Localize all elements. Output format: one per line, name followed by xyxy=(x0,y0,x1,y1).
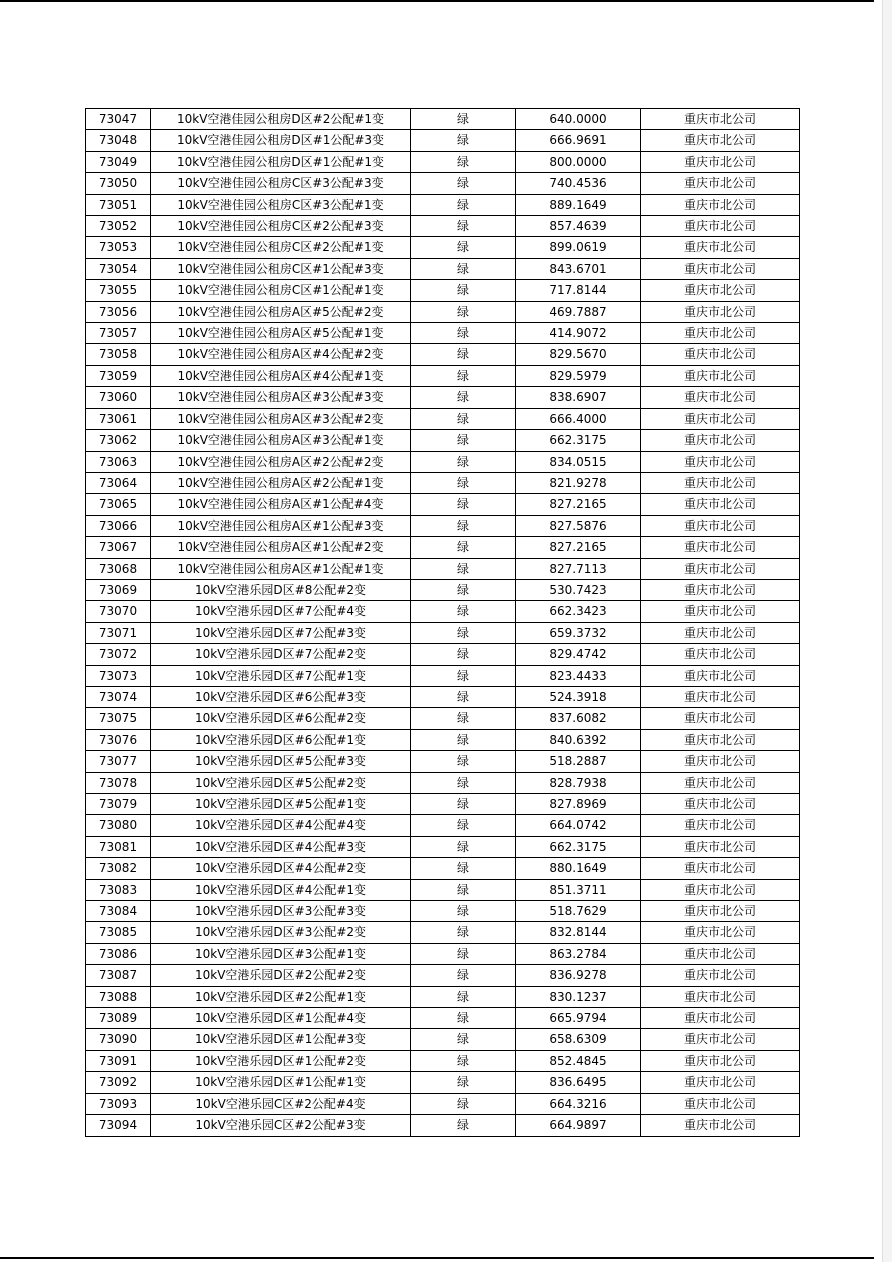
table-row xyxy=(86,1093,800,1114)
cell-name: 10kV空港佳园公租房A区#3公配#1变 xyxy=(151,430,411,451)
cell-value: 832.8144 xyxy=(516,922,641,943)
cell-company: 重庆市北公司 xyxy=(641,1029,800,1050)
cell-name: 10kV空港佳园公租房A区#1公配#1变 xyxy=(151,558,411,579)
cell-id: 73090 xyxy=(86,1029,151,1050)
cell-company: 重庆市北公司 xyxy=(641,344,800,365)
cell-company: 重庆市北公司 xyxy=(641,258,800,279)
cell-company: 重庆市北公司 xyxy=(641,665,800,686)
cell-status: 绿 xyxy=(411,772,516,793)
cell-value: 469.7887 xyxy=(516,301,641,322)
table-row xyxy=(86,237,800,258)
cell-name: 10kV空港乐园D区#1公配#2变 xyxy=(151,1050,411,1071)
cell-status: 绿 xyxy=(411,151,516,172)
table-row xyxy=(86,515,800,536)
cell-id: 73089 xyxy=(86,1008,151,1029)
cell-status: 绿 xyxy=(411,879,516,900)
cell-status: 绿 xyxy=(411,579,516,600)
table-row xyxy=(86,1008,800,1029)
table-row xyxy=(86,708,800,729)
cell-value: 666.9691 xyxy=(516,130,641,151)
cell-name: 10kV空港佳园公租房C区#1公配#3变 xyxy=(151,258,411,279)
cell-id: 73056 xyxy=(86,301,151,322)
cell-value: 829.5979 xyxy=(516,365,641,386)
cell-status: 绿 xyxy=(411,537,516,558)
cell-company: 重庆市北公司 xyxy=(641,194,800,215)
cell-company: 重庆市北公司 xyxy=(641,1008,800,1029)
cell-company: 重庆市北公司 xyxy=(641,836,800,857)
cell-value: 880.1649 xyxy=(516,858,641,879)
table-row xyxy=(86,130,800,151)
cell-status: 绿 xyxy=(411,109,516,130)
cell-id: 73084 xyxy=(86,901,151,922)
cell-status: 绿 xyxy=(411,430,516,451)
cell-name: 10kV空港乐园D区#3公配#2变 xyxy=(151,922,411,943)
cell-status: 绿 xyxy=(411,1115,516,1136)
cell-id: 73086 xyxy=(86,943,151,964)
cell-name: 10kV空港佳园公租房C区#1公配#1变 xyxy=(151,280,411,301)
cell-id: 73059 xyxy=(86,365,151,386)
cell-name: 10kV空港佳园公租房A区#4公配#1变 xyxy=(151,365,411,386)
cell-company: 重庆市北公司 xyxy=(641,237,800,258)
cell-name: 10kV空港佳园公租房C区#3公配#1变 xyxy=(151,194,411,215)
cell-status: 绿 xyxy=(411,558,516,579)
cell-name: 10kV空港佳园公租房A区#1公配#3变 xyxy=(151,515,411,536)
cell-name: 10kV空港佳园公租房A区#1公配#2变 xyxy=(151,537,411,558)
cell-company: 重庆市北公司 xyxy=(641,1093,800,1114)
table-row xyxy=(86,815,800,836)
cell-company: 重庆市北公司 xyxy=(641,772,800,793)
cell-name: 10kV空港乐园D区#7公配#4变 xyxy=(151,601,411,622)
cell-name: 10kV空港佳园公租房A区#3公配#2变 xyxy=(151,408,411,429)
cell-company: 重庆市北公司 xyxy=(641,879,800,900)
cell-company: 重庆市北公司 xyxy=(641,130,800,151)
cell-value: 863.2784 xyxy=(516,943,641,964)
cell-company: 重庆市北公司 xyxy=(641,986,800,1007)
cell-id: 73075 xyxy=(86,708,151,729)
cell-status: 绿 xyxy=(411,258,516,279)
cell-name: 10kV空港佳园公租房D区#1公配#1变 xyxy=(151,151,411,172)
table-row xyxy=(86,579,800,600)
cell-company: 重庆市北公司 xyxy=(641,708,800,729)
cell-value: 829.4742 xyxy=(516,644,641,665)
cell-company: 重庆市北公司 xyxy=(641,751,800,772)
cell-status: 绿 xyxy=(411,344,516,365)
cell-name: 10kV空港佳园公租房A区#2公配#1变 xyxy=(151,472,411,493)
table-row xyxy=(86,451,800,472)
cell-value: 664.0742 xyxy=(516,815,641,836)
cell-status: 绿 xyxy=(411,387,516,408)
cell-value: 889.1649 xyxy=(516,194,641,215)
cell-company: 重庆市北公司 xyxy=(641,494,800,515)
cell-id: 73052 xyxy=(86,216,151,237)
table-row xyxy=(86,1029,800,1050)
cell-company: 重庆市北公司 xyxy=(641,323,800,344)
table-row xyxy=(86,729,800,750)
cell-company: 重庆市北公司 xyxy=(641,901,800,922)
cell-value: 530.7423 xyxy=(516,579,641,600)
transformer-load-table xyxy=(85,108,800,1137)
cell-name: 10kV空港佳园公租房C区#2公配#3变 xyxy=(151,216,411,237)
cell-name: 10kV空港乐园D区#1公配#3变 xyxy=(151,1029,411,1050)
table-row xyxy=(86,794,800,815)
cell-company: 重庆市北公司 xyxy=(641,408,800,429)
cell-value: 658.6309 xyxy=(516,1029,641,1050)
cell-value: 821.9278 xyxy=(516,472,641,493)
cell-value: 662.3175 xyxy=(516,836,641,857)
cell-id: 73094 xyxy=(86,1115,151,1136)
cell-status: 绿 xyxy=(411,408,516,429)
cell-value: 857.4639 xyxy=(516,216,641,237)
cell-value: 664.9897 xyxy=(516,1115,641,1136)
table-row xyxy=(86,537,800,558)
cell-id: 73050 xyxy=(86,173,151,194)
table-row xyxy=(86,965,800,986)
cell-value: 899.0619 xyxy=(516,237,641,258)
cell-id: 73053 xyxy=(86,237,151,258)
cell-name: 10kV空港乐园D区#4公配#3变 xyxy=(151,836,411,857)
cell-id: 73078 xyxy=(86,772,151,793)
cell-name: 10kV空港佳园公租房A区#4公配#2变 xyxy=(151,344,411,365)
cell-name: 10kV空港佳园公租房A区#1公配#4变 xyxy=(151,494,411,515)
cell-name: 10kV空港乐园D区#5公配#2变 xyxy=(151,772,411,793)
cell-company: 重庆市北公司 xyxy=(641,301,800,322)
table-row xyxy=(86,558,800,579)
cell-company: 重庆市北公司 xyxy=(641,472,800,493)
table-row xyxy=(86,408,800,429)
cell-value: 518.7629 xyxy=(516,901,641,922)
cell-id: 73091 xyxy=(86,1050,151,1071)
cell-company: 重庆市北公司 xyxy=(641,622,800,643)
cell-value: 837.6082 xyxy=(516,708,641,729)
cell-status: 绿 xyxy=(411,301,516,322)
cell-value: 524.3918 xyxy=(516,686,641,707)
table-row xyxy=(86,836,800,857)
cell-value: 662.3423 xyxy=(516,601,641,622)
cell-id: 73064 xyxy=(86,472,151,493)
cell-id: 73070 xyxy=(86,601,151,622)
cell-id: 73047 xyxy=(86,109,151,130)
table-row xyxy=(86,173,800,194)
table-row xyxy=(86,922,800,943)
cell-company: 重庆市北公司 xyxy=(641,365,800,386)
cell-value: 823.4433 xyxy=(516,665,641,686)
cell-id: 73066 xyxy=(86,515,151,536)
table-body xyxy=(86,109,800,1137)
cell-company: 重庆市北公司 xyxy=(641,922,800,943)
cell-id: 73083 xyxy=(86,879,151,900)
cell-id: 73076 xyxy=(86,729,151,750)
cell-id: 73087 xyxy=(86,965,151,986)
cell-value: 827.8969 xyxy=(516,794,641,815)
cell-name: 10kV空港乐园C区#2公配#3变 xyxy=(151,1115,411,1136)
cell-company: 重庆市北公司 xyxy=(641,216,800,237)
cell-company: 重庆市北公司 xyxy=(641,1072,800,1093)
cell-name: 10kV空港乐园D区#5公配#3变 xyxy=(151,751,411,772)
cell-id: 73055 xyxy=(86,280,151,301)
cell-name: 10kV空港乐园D区#3公配#1变 xyxy=(151,943,411,964)
table-row xyxy=(86,665,800,686)
cell-status: 绿 xyxy=(411,858,516,879)
cell-status: 绿 xyxy=(411,729,516,750)
cell-company: 重庆市北公司 xyxy=(641,537,800,558)
cell-name: 10kV空港乐园D区#2公配#2变 xyxy=(151,965,411,986)
cell-name: 10kV空港乐园D区#7公配#2变 xyxy=(151,644,411,665)
cell-id: 73049 xyxy=(86,151,151,172)
table-row xyxy=(86,494,800,515)
cell-name: 10kV空港乐园C区#2公配#4变 xyxy=(151,1093,411,1114)
table-row xyxy=(86,216,800,237)
cell-status: 绿 xyxy=(411,665,516,686)
table-row xyxy=(86,430,800,451)
cell-status: 绿 xyxy=(411,601,516,622)
table-row xyxy=(86,686,800,707)
table-row xyxy=(86,280,800,301)
cell-name: 10kV空港乐园D区#1公配#1变 xyxy=(151,1072,411,1093)
cell-id: 73054 xyxy=(86,258,151,279)
cell-status: 绿 xyxy=(411,323,516,344)
cell-company: 重庆市北公司 xyxy=(641,109,800,130)
table-row xyxy=(86,622,800,643)
cell-id: 73080 xyxy=(86,815,151,836)
cell-name: 10kV空港佳园公租房A区#3公配#3变 xyxy=(151,387,411,408)
table-row xyxy=(86,301,800,322)
cell-value: 836.6495 xyxy=(516,1072,641,1093)
table-row xyxy=(86,858,800,879)
table-row xyxy=(86,258,800,279)
table-row xyxy=(86,194,800,215)
cell-name: 10kV空港佳园公租房C区#2公配#1变 xyxy=(151,237,411,258)
cell-company: 重庆市北公司 xyxy=(641,579,800,600)
cell-status: 绿 xyxy=(411,943,516,964)
cell-value: 800.0000 xyxy=(516,151,641,172)
cell-status: 绿 xyxy=(411,815,516,836)
cell-id: 73058 xyxy=(86,344,151,365)
cell-status: 绿 xyxy=(411,965,516,986)
cell-id: 73063 xyxy=(86,451,151,472)
cell-name: 10kV空港乐园D区#1公配#4变 xyxy=(151,1008,411,1029)
table-row xyxy=(86,644,800,665)
cell-id: 73071 xyxy=(86,622,151,643)
cell-status: 绿 xyxy=(411,644,516,665)
cell-company: 重庆市北公司 xyxy=(641,644,800,665)
cell-value: 518.2887 xyxy=(516,751,641,772)
cell-value: 827.2165 xyxy=(516,537,641,558)
cell-id: 73092 xyxy=(86,1072,151,1093)
cell-status: 绿 xyxy=(411,472,516,493)
table-row xyxy=(86,1050,800,1071)
cell-value: 662.3175 xyxy=(516,430,641,451)
cell-value: 828.7938 xyxy=(516,772,641,793)
cell-company: 重庆市北公司 xyxy=(641,558,800,579)
cell-id: 73069 xyxy=(86,579,151,600)
cell-value: 666.4000 xyxy=(516,408,641,429)
cell-company: 重庆市北公司 xyxy=(641,430,800,451)
cell-id: 73093 xyxy=(86,1093,151,1114)
cell-status: 绿 xyxy=(411,451,516,472)
cell-status: 绿 xyxy=(411,194,516,215)
cell-company: 重庆市北公司 xyxy=(641,280,800,301)
cell-id: 73072 xyxy=(86,644,151,665)
cell-id: 73062 xyxy=(86,430,151,451)
cell-value: 838.6907 xyxy=(516,387,641,408)
cell-value: 414.9072 xyxy=(516,323,641,344)
cell-name: 10kV空港佳园公租房C区#3公配#3变 xyxy=(151,173,411,194)
cell-company: 重庆市北公司 xyxy=(641,729,800,750)
cell-name: 10kV空港乐园D区#2公配#1变 xyxy=(151,986,411,1007)
cell-status: 绿 xyxy=(411,922,516,943)
cell-name: 10kV空港乐园D区#6公配#2变 xyxy=(151,708,411,729)
cell-id: 73073 xyxy=(86,665,151,686)
cell-id: 73057 xyxy=(86,323,151,344)
cell-name: 10kV空港乐园D区#6公配#1变 xyxy=(151,729,411,750)
table-row xyxy=(86,1115,800,1136)
cell-name: 10kV空港佳园公租房D区#1公配#3变 xyxy=(151,130,411,151)
cell-status: 绿 xyxy=(411,365,516,386)
cell-company: 重庆市北公司 xyxy=(641,858,800,879)
cell-value: 827.5876 xyxy=(516,515,641,536)
cell-value: 852.4845 xyxy=(516,1050,641,1071)
cell-status: 绿 xyxy=(411,622,516,643)
table-row xyxy=(86,151,800,172)
cell-id: 73088 xyxy=(86,986,151,1007)
cell-id: 73067 xyxy=(86,537,151,558)
cell-value: 829.5670 xyxy=(516,344,641,365)
cell-status: 绿 xyxy=(411,708,516,729)
page-top-edge-line xyxy=(0,0,874,2)
cell-id: 73061 xyxy=(86,408,151,429)
table-row xyxy=(86,986,800,1007)
table-row xyxy=(86,943,800,964)
cell-name: 10kV空港乐园D区#4公配#1变 xyxy=(151,879,411,900)
cell-status: 绿 xyxy=(411,1008,516,1029)
cell-status: 绿 xyxy=(411,494,516,515)
cell-company: 重庆市北公司 xyxy=(641,686,800,707)
cell-company: 重庆市北公司 xyxy=(641,794,800,815)
cell-value: 843.6701 xyxy=(516,258,641,279)
table-row xyxy=(86,601,800,622)
cell-name: 10kV空港佳园公租房A区#2公配#2变 xyxy=(151,451,411,472)
table-row xyxy=(86,879,800,900)
cell-name: 10kV空港乐园D区#8公配#2变 xyxy=(151,579,411,600)
cell-value: 659.3732 xyxy=(516,622,641,643)
cell-value: 827.2165 xyxy=(516,494,641,515)
table-row xyxy=(86,1072,800,1093)
cell-status: 绿 xyxy=(411,237,516,258)
cell-value: 664.3216 xyxy=(516,1093,641,1114)
cell-company: 重庆市北公司 xyxy=(641,387,800,408)
cell-status: 绿 xyxy=(411,901,516,922)
cell-status: 绿 xyxy=(411,686,516,707)
cell-value: 740.4536 xyxy=(516,173,641,194)
cell-name: 10kV空港乐园D区#4公配#2变 xyxy=(151,858,411,879)
cell-company: 重庆市北公司 xyxy=(641,815,800,836)
table-row xyxy=(86,751,800,772)
cell-id: 73051 xyxy=(86,194,151,215)
table-row xyxy=(86,365,800,386)
cell-company: 重庆市北公司 xyxy=(641,173,800,194)
cell-status: 绿 xyxy=(411,173,516,194)
table-row xyxy=(86,387,800,408)
cell-company: 重庆市北公司 xyxy=(641,965,800,986)
cell-value: 836.9278 xyxy=(516,965,641,986)
page-bottom-edge-line xyxy=(0,1257,874,1259)
cell-name: 10kV空港乐园D区#3公配#3变 xyxy=(151,901,411,922)
cell-company: 重庆市北公司 xyxy=(641,451,800,472)
table-row xyxy=(86,901,800,922)
cell-value: 851.3711 xyxy=(516,879,641,900)
table-row xyxy=(86,772,800,793)
cell-name: 10kV空港乐园D区#5公配#1变 xyxy=(151,794,411,815)
cell-status: 绿 xyxy=(411,280,516,301)
cell-id: 73079 xyxy=(86,794,151,815)
cell-status: 绿 xyxy=(411,751,516,772)
cell-name: 10kV空港乐园D区#4公配#4变 xyxy=(151,815,411,836)
cell-name: 10kV空港佳园公租房A区#5公配#2变 xyxy=(151,301,411,322)
cell-value: 827.7113 xyxy=(516,558,641,579)
cell-id: 73074 xyxy=(86,686,151,707)
table-row xyxy=(86,344,800,365)
cell-value: 830.1237 xyxy=(516,986,641,1007)
cell-id: 73082 xyxy=(86,858,151,879)
table-row xyxy=(86,472,800,493)
cell-id: 73065 xyxy=(86,494,151,515)
cell-value: 834.0515 xyxy=(516,451,641,472)
cell-name: 10kV空港佳园公租房A区#5公配#1变 xyxy=(151,323,411,344)
page-right-edge-strip xyxy=(882,0,892,1262)
cell-value: 717.8144 xyxy=(516,280,641,301)
cell-status: 绿 xyxy=(411,515,516,536)
cell-status: 绿 xyxy=(411,794,516,815)
cell-status: 绿 xyxy=(411,216,516,237)
cell-id: 73081 xyxy=(86,836,151,857)
cell-name: 10kV空港佳园公租房D区#2公配#1变 xyxy=(151,109,411,130)
cell-company: 重庆市北公司 xyxy=(641,601,800,622)
cell-id: 73048 xyxy=(86,130,151,151)
cell-company: 重庆市北公司 xyxy=(641,515,800,536)
cell-company: 重庆市北公司 xyxy=(641,1115,800,1136)
cell-value: 840.6392 xyxy=(516,729,641,750)
cell-status: 绿 xyxy=(411,1072,516,1093)
cell-company: 重庆市北公司 xyxy=(641,1050,800,1071)
cell-status: 绿 xyxy=(411,130,516,151)
table-row xyxy=(86,109,800,130)
cell-company: 重庆市北公司 xyxy=(641,151,800,172)
cell-value: 640.0000 xyxy=(516,109,641,130)
cell-id: 73077 xyxy=(86,751,151,772)
cell-name: 10kV空港乐园D区#6公配#3变 xyxy=(151,686,411,707)
cell-value: 665.9794 xyxy=(516,1008,641,1029)
cell-id: 73085 xyxy=(86,922,151,943)
cell-status: 绿 xyxy=(411,1050,516,1071)
cell-status: 绿 xyxy=(411,1029,516,1050)
cell-status: 绿 xyxy=(411,1093,516,1114)
cell-id: 73060 xyxy=(86,387,151,408)
cell-id: 73068 xyxy=(86,558,151,579)
cell-status: 绿 xyxy=(411,836,516,857)
cell-status: 绿 xyxy=(411,986,516,1007)
cell-name: 10kV空港乐园D区#7公配#3变 xyxy=(151,622,411,643)
cell-name: 10kV空港乐园D区#7公配#1变 xyxy=(151,665,411,686)
table-row xyxy=(86,323,800,344)
cell-company: 重庆市北公司 xyxy=(641,943,800,964)
